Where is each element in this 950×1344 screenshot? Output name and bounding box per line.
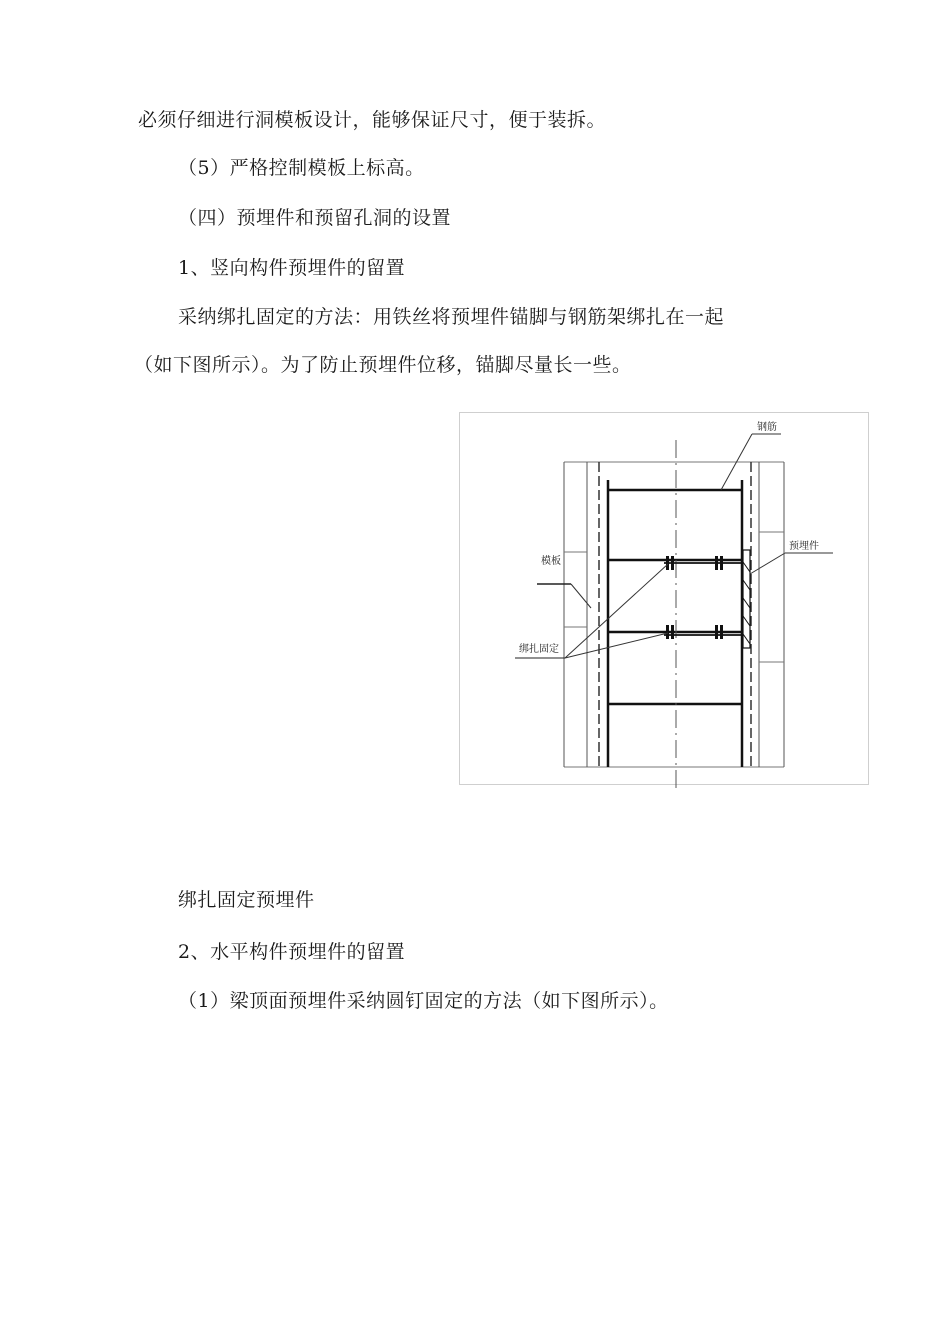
tie-wrap	[666, 556, 669, 570]
paragraph-9: （1）梁顶面预埋件采纳圆钉固定的方法（如下图所示）。	[178, 990, 669, 1012]
figure-caption: 绑扎固定预埋件	[178, 889, 315, 911]
embedded-part-tie-diagram	[459, 412, 869, 792]
paragraph-3: （四）预埋件和预留孔洞的设置	[178, 207, 452, 229]
tie-wrap	[715, 556, 718, 570]
tie-wrap	[720, 625, 723, 639]
label-formwork: 模板	[541, 556, 561, 567]
leader-embedded-part	[750, 553, 785, 574]
tie-wrap	[720, 556, 723, 570]
paragraph-5: 采纳绑扎固定的方法：用铁丝将预埋件锚脚与钢筋架绑扎在一起	[178, 306, 725, 328]
label-tie-fix: 绑扎固定	[519, 644, 559, 655]
paragraph-2: （5）严格控制模板上标高。	[178, 157, 425, 179]
tie-wrap	[715, 625, 718, 639]
paragraph-1: 必须仔细进行洞模板设计，能够保证尺寸，便于装拆。	[138, 109, 607, 131]
leader-tie-fix-upper	[565, 564, 668, 658]
leader-formwork	[571, 584, 591, 608]
diagram-frame	[460, 413, 869, 785]
paragraph-4: 1、竖向构件预埋件的留置	[178, 257, 406, 279]
leader-tie-fix-lower	[565, 633, 668, 658]
tie-wrap	[671, 625, 674, 639]
label-embedded-part: 预埋件	[789, 541, 819, 552]
tie-wrap	[666, 625, 669, 639]
label-rebar: 钢筋	[757, 422, 777, 433]
paragraph-8: 2、水平构件预埋件的留置	[178, 941, 406, 963]
paragraph-6: （如下图所示）。为了防止预埋件位移，锚脚尽量长一些。	[134, 354, 632, 376]
tie-wrap	[671, 556, 674, 570]
